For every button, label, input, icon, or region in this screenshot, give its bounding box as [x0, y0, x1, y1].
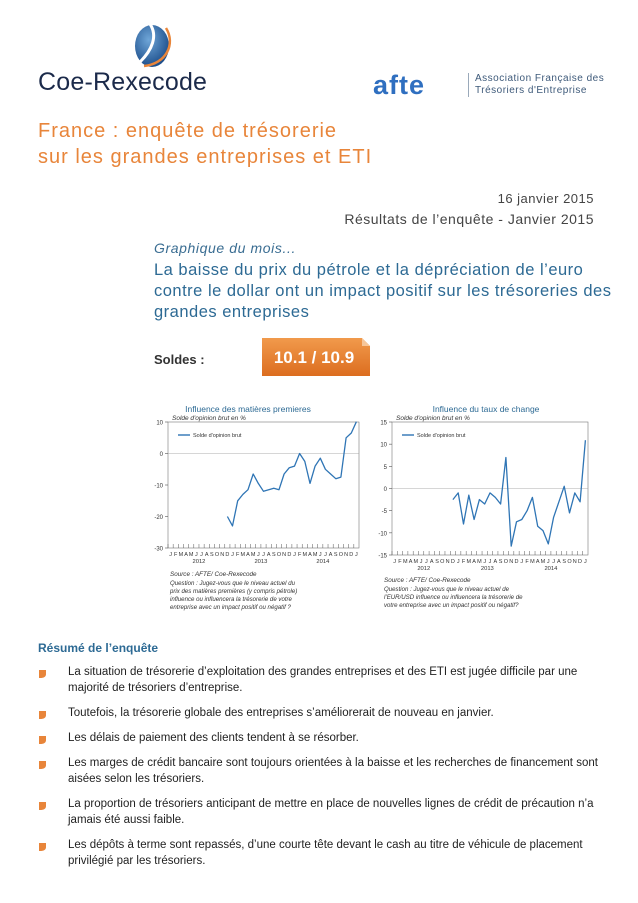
- x-month-label: A: [472, 559, 476, 565]
- title-line-1: France : enquête de trésorerie: [38, 120, 338, 142]
- x-month-label: D: [287, 552, 292, 558]
- afte-logo: [373, 70, 455, 100]
- x-month-label: A: [408, 559, 413, 565]
- x-month-label: J: [546, 559, 550, 565]
- y-tick-label: 10: [380, 442, 387, 449]
- x-month-label: F: [236, 552, 240, 558]
- x-year-label: 2014: [316, 559, 330, 565]
- x-month-label: N: [445, 559, 450, 565]
- x-year-label: 2013: [480, 566, 494, 572]
- plot-frame: [168, 422, 359, 548]
- x-month-label: F: [297, 552, 302, 558]
- summary-item: [38, 664, 603, 696]
- afte-line-1: Association Française des: [475, 73, 605, 84]
- x-month-label: J: [324, 552, 327, 558]
- x-month-label: J: [393, 559, 397, 565]
- summary-item-text: Les marges de crédit bancaire sont toujours orientées à la baisse et les recherches de financement sont aisées selon les trésoriers.: [68, 757, 598, 785]
- x-month-label: O: [214, 552, 220, 558]
- series-line: [453, 440, 586, 546]
- x-month-label: S: [333, 552, 338, 558]
- x-month-label: A: [246, 552, 250, 558]
- afte-subtitle: [468, 73, 604, 97]
- x-month-label: J: [169, 552, 172, 558]
- x-month-label: D: [514, 559, 519, 565]
- y-axis-label: Solde d'opinion brut en %: [172, 415, 246, 422]
- summary-item: [38, 705, 603, 721]
- x-month-label: N: [344, 552, 349, 558]
- chart-source: Source : AFTE/ Coe-Rexecode: [384, 577, 471, 584]
- x-month-label: A: [204, 552, 209, 558]
- x-month-label: M: [188, 552, 194, 558]
- chart-question: Question : Jugez-vous que le niveau actuel de l’EUR/USD influence ou influencera la trésorerie de votre entreprise avec un impact positif ou négatif?: [384, 586, 523, 609]
- x-month-label: D: [450, 559, 455, 565]
- summary-item: [38, 755, 603, 787]
- bullet-icon: [38, 842, 47, 852]
- chart-title: Influence des matières premieres: [185, 404, 311, 414]
- afte-line-2: Trésoriers d'Entreprise: [475, 85, 587, 96]
- summary-list: [38, 664, 603, 878]
- series-line: [227, 422, 356, 526]
- x-month-label: O: [440, 559, 445, 565]
- x-month-label: M: [302, 552, 308, 558]
- legend-label: Solde d'opinion brut: [193, 433, 242, 439]
- title-line-2: sur les grandes entreprises et ETI: [38, 146, 373, 168]
- x-month-label: J: [318, 552, 322, 558]
- chart-source: Source : AFTE/ Coe-Rexecode: [170, 571, 257, 578]
- y-tick-label: -15: [378, 553, 387, 560]
- x-month-label: S: [498, 559, 503, 565]
- y-tick-label: 0: [159, 452, 163, 458]
- summary-item-text: Les délais de paiement des clients tendent à se résorber.: [68, 732, 359, 744]
- summary-item-text: La situation de trésorerie d’exploitation des grandes entreprises et des ETI est jugée difficile par une majorité de trésoriers d’entreprise.: [68, 666, 578, 694]
- y-tick-label: 5: [383, 464, 387, 471]
- x-month-label: A: [328, 552, 333, 558]
- x-month-label: J: [456, 559, 460, 565]
- summary-item-text: Toutefois, la trésorerie globale des entreprises s’améliorerait de nouveau en janvier.: [68, 707, 494, 719]
- x-year-label: 2012: [417, 566, 431, 572]
- x-month-label: O: [503, 559, 509, 565]
- bullet-icon: [38, 735, 47, 745]
- x-month-label: M: [240, 552, 246, 558]
- x-month-label: S: [435, 559, 439, 565]
- x-month-label: A: [266, 552, 271, 558]
- x-month-label: J: [552, 559, 555, 565]
- x-month-label: J: [262, 552, 265, 558]
- chart-matieres-premieres: [143, 398, 368, 623]
- results-subtitle: Résultats de l’enquête - Janvier 2015: [344, 211, 594, 227]
- x-month-label: M: [178, 552, 184, 558]
- x-month-label: M: [402, 559, 408, 565]
- x-month-label: S: [210, 552, 214, 558]
- x-month-label: J: [355, 552, 358, 558]
- summary-item-text: Les dépôts à terme sont repassés, d’une courte tête devant le cash au titre de véhicule de placement privilégié par les trésoriers.: [68, 839, 583, 867]
- summary-item: [38, 730, 603, 746]
- x-month-label: S: [562, 559, 566, 565]
- x-month-label: J: [256, 552, 260, 558]
- chart-title: Influence du taux de change: [432, 404, 540, 414]
- bullet-icon: [38, 801, 47, 811]
- x-month-label: A: [557, 559, 561, 565]
- x-month-label: M: [540, 559, 546, 565]
- x-month-label: J: [488, 559, 492, 565]
- x-year-label: 2013: [254, 559, 268, 565]
- x-month-label: J: [483, 559, 487, 565]
- x-month-label: N: [572, 559, 577, 565]
- x-month-label: J: [419, 559, 423, 565]
- legend-label: Solde d'opinion brut: [417, 433, 466, 439]
- y-tick-label: -10: [378, 531, 387, 538]
- summary-title: Résumé de l’enquête: [38, 641, 159, 655]
- x-month-label: J: [293, 552, 296, 558]
- y-tick-label: -30: [154, 546, 163, 553]
- x-month-label: F: [174, 552, 178, 558]
- x-year-label: 2014: [544, 566, 558, 572]
- y-tick-label: -20: [154, 515, 163, 521]
- x-year-label: 2012: [192, 559, 206, 565]
- x-month-label: M: [530, 559, 535, 565]
- y-tick-label: 15: [380, 420, 387, 427]
- x-month-label: A: [493, 559, 498, 565]
- y-tick-label: -5: [381, 509, 387, 516]
- x-month-label: N: [282, 552, 287, 558]
- x-month-label: M: [466, 559, 472, 565]
- x-month-label: D: [349, 552, 354, 558]
- y-tick-label: -10: [154, 483, 163, 490]
- chart-question: Question : Jugez-vous que le niveau actuel du prix des matières premières (y compris pétrole) influence ou influencera la trésorerie de votre entreprise avec un impact positif ou négatif ?: [170, 580, 298, 611]
- x-month-label: O: [276, 552, 282, 558]
- soldes-badge: [262, 338, 370, 376]
- x-month-label: O: [567, 559, 572, 565]
- summary-item: [38, 796, 603, 828]
- x-month-label: J: [583, 559, 587, 565]
- x-month-label: A: [535, 559, 540, 565]
- bullet-icon: [38, 760, 47, 770]
- y-tick-label: 0: [383, 487, 387, 493]
- bullet-icon: [38, 669, 47, 679]
- x-month-label: J: [425, 559, 428, 565]
- x-month-label: M: [413, 559, 419, 565]
- x-month-label: J: [231, 552, 234, 558]
- publication-date: 16 janvier 2015: [497, 191, 594, 206]
- x-month-label: D: [578, 559, 583, 565]
- x-month-label: N: [220, 552, 225, 558]
- x-month-label: A: [429, 559, 434, 565]
- x-month-label: F: [525, 559, 529, 565]
- soldes-label: Soldes :: [154, 352, 205, 367]
- summary-item-text: La proportion de trésoriers anticipant de mettre en place de nouvelles lignes de crédit de précaution n’a jamais été aussi faible.: [68, 798, 594, 826]
- svg-text:afte: afte: [373, 70, 426, 100]
- x-month-label: J: [200, 552, 203, 558]
- chart-taux-de-change: [372, 398, 602, 623]
- summary-item: [38, 837, 603, 869]
- x-month-label: D: [225, 552, 230, 558]
- x-month-label: S: [271, 552, 276, 558]
- x-month-label: J: [520, 559, 524, 565]
- x-month-label: M: [250, 552, 256, 558]
- x-month-label: F: [461, 559, 466, 565]
- page-title: [38, 118, 598, 170]
- x-month-label: F: [398, 559, 402, 565]
- y-axis-label: Solde d'opinion brut en %: [396, 415, 470, 422]
- x-month-label: M: [477, 559, 482, 565]
- graph-of-month-kicker: Graphique du mois...: [154, 240, 296, 256]
- bullet-icon: [38, 710, 47, 720]
- soldes-value: 10.1 / 10.9: [273, 348, 355, 367]
- x-month-label: M: [312, 552, 318, 558]
- y-tick-label: 10: [156, 420, 163, 427]
- x-month-label: O: [338, 552, 344, 558]
- x-month-label: J: [195, 552, 198, 558]
- x-month-label: A: [308, 552, 312, 558]
- coe-rexecode-logo: Coe-Rexecode: [38, 68, 208, 96]
- x-month-label: N: [509, 559, 514, 565]
- x-month-label: A: [184, 552, 188, 558]
- graph-headline: La baisse du prix du pétrole et la dépréciation de l’euro contre le dollar ont un impact positif sur les trésoreries des grandes entreprises: [154, 261, 612, 321]
